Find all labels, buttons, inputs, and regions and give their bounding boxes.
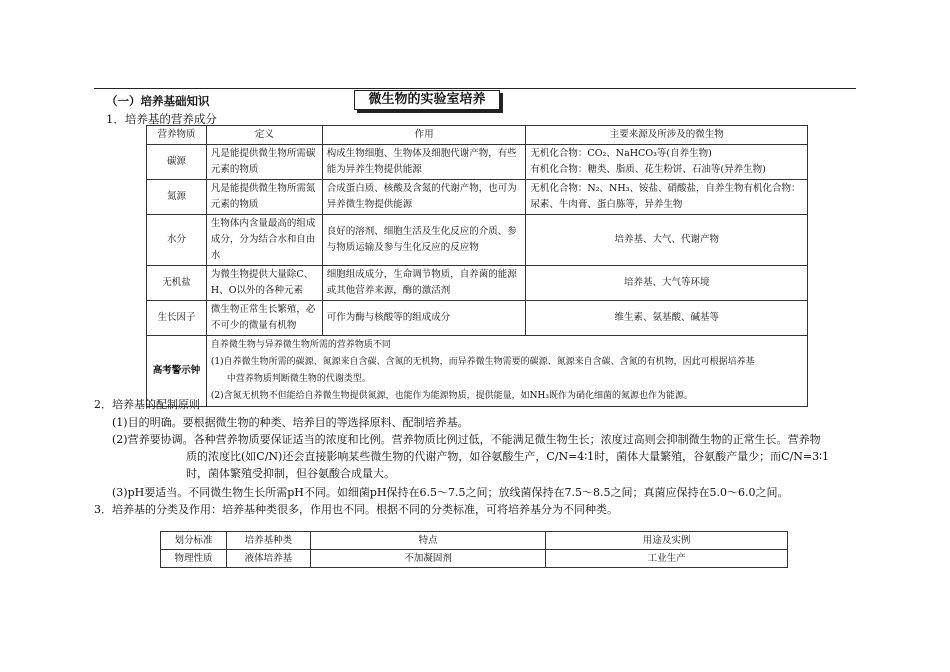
nutrient-definition: 凡是能提供微生物所需碳元素的物质 <box>206 145 322 180</box>
part2-heading: 2．培养基的配制原则 <box>94 398 200 411</box>
table-header: 用途及实例 <box>546 532 788 550</box>
section-heading: （一）培养基础知识 <box>106 94 210 108</box>
warning-row <box>147 336 808 407</box>
table-header-row <box>161 532 788 550</box>
medium-classification-table <box>160 531 788 568</box>
warning-content <box>206 336 807 407</box>
table-cell: 物理性质 <box>161 550 227 568</box>
nutrient-table <box>146 125 808 407</box>
nutrient-role: 良好的溶剂、细胞生活及生化反应的介质、参与物质运输及参与生化反应的反应物 <box>322 215 526 266</box>
nutrient-role: 构成生物细胞、生物体及细胞代谢产物，有些能为异养生物提供能源 <box>322 145 526 180</box>
table-row <box>147 301 808 336</box>
table-row <box>147 180 808 215</box>
nutrient-definition: 生物体内含量最高的组成成分，分为结合水和自由水 <box>206 215 322 266</box>
nutrient-source: 无机化合物：N₂、NH₃、铵盐、硝酸盐，自养生物有机化合物：尿素、牛肉膏、蛋白胨等，异养生物 <box>526 180 808 215</box>
table-header: 主要来源及所涉及的微生物 <box>526 126 808 145</box>
table-header: 营养物质 <box>147 126 207 145</box>
paragraph-line: (1)目的明确。要根据微生物的种类、培养目的等选择原料、配制培养基。 <box>112 416 469 429</box>
warning-line: 中营养物质判断微生物的代谢类型。 <box>226 374 371 384</box>
nutrient-name: 水分 <box>147 215 207 266</box>
table-cell: 工业生产 <box>546 550 788 568</box>
paragraph-line: 时，菌体繁殖受抑制，但谷氨酸合成量大。 <box>186 467 395 480</box>
nutrient-source <box>526 145 808 180</box>
nutrient-role: 细胞组成成分，生命调节物质，自养菌的能源或其他营养来源，酶的激活剂 <box>322 266 526 301</box>
nutrient-source: 培养基、大气、代谢产物 <box>526 215 808 266</box>
table-row <box>147 145 808 180</box>
source-line: 有机化合物：糖类、脂质、花生粉饼、石油等(异养生物) <box>530 164 766 175</box>
top-rule <box>94 88 856 89</box>
nutrient-definition: 微生物正常生长繁殖，必不可少的微量有机物 <box>206 301 322 336</box>
nutrient-definition: 为微生物提供大量除C、H、O以外的各种元素 <box>206 266 322 301</box>
table-row <box>161 550 788 568</box>
table-cell: 不加凝固剂 <box>310 550 546 568</box>
nutrient-name: 氮源 <box>147 180 207 215</box>
paragraph-line: (2)营养要协调。各种营养物质要保证适当的浓度和比例。营养物质比例过低，不能满足微生物生长；浓度过高则会抑制微生物的正常生长。营养物 <box>112 433 821 446</box>
paragraph-line: (3)pH要适当。不同微生物生长所需pH不同。如细菌pH保持在6.5～7.5之间；放线菌保持在7.5～8.5之间；真菌应保持在5.0～6.0之间。 <box>112 486 789 499</box>
nutrient-definition: 凡是能提供微生物所需氮元素的物质 <box>206 180 322 215</box>
nutrient-source: 维生素、氨基酸、碱基等 <box>526 301 808 336</box>
table-row <box>147 266 808 301</box>
table-header: 特点 <box>310 532 546 550</box>
source-line: 无机化合物：CO₂、NaHCO₃等(自养生物) <box>530 148 712 159</box>
nutrient-name: 碳源 <box>147 145 207 180</box>
table-header: 定义 <box>206 126 322 145</box>
warning-line: (1)自养微生物所需的碳源、氮源来自含碳、含氮的无机物，而异养微生物需要的碳源、氮源来自含碳、含氮的有机物，因此可根据培养基 <box>210 357 755 367</box>
nutrient-role: 合成蛋白质、核酸及含氮的代谢产物，也可为异养微生物提供能源 <box>322 180 526 215</box>
part3-heading: 3．培养基的分类及作用：培养基种类很多，作用也不同。根据不同的分类标准，可将培养基分为不同种类。 <box>94 503 618 516</box>
nutrient-role: 可作为酶与核酸等的组成成分 <box>322 301 526 336</box>
part1-heading: 1．培养基的营养成分 <box>106 112 217 126</box>
nutrient-name: 无机盐 <box>147 266 207 301</box>
table-cell: 液体培养基 <box>226 550 310 568</box>
table-header: 作用 <box>322 126 526 145</box>
table-row <box>147 215 808 266</box>
page-title: 微生物的实验室培养 <box>354 90 500 110</box>
nutrient-name: 生长因子 <box>147 301 207 336</box>
nutrient-source: 培养基、大气等环境 <box>526 266 808 301</box>
warning-line: 自养微生物与异养微生物所需的营养物质不同 <box>210 340 391 350</box>
paragraph-line: 质的浓度比(如C/N)还会直接影响某些微生物的代谢产物，如谷氨酸生产，C/N=4∶1时，菌体大量繁殖，谷氨酸产量少；而C/N=3∶1 <box>186 450 829 463</box>
warning-line: (2)含氮无机物不但能给自养微生物提供氮源，也能作为能源物质，提供能量，如NH₃既作为硝化细菌的氮源也作为能源。 <box>210 391 694 401</box>
table-header: 培养基种类 <box>226 532 310 550</box>
warning-label: 高考警示钟 <box>147 336 207 407</box>
table-header: 划分标准 <box>161 532 227 550</box>
table-header-row <box>147 126 808 145</box>
